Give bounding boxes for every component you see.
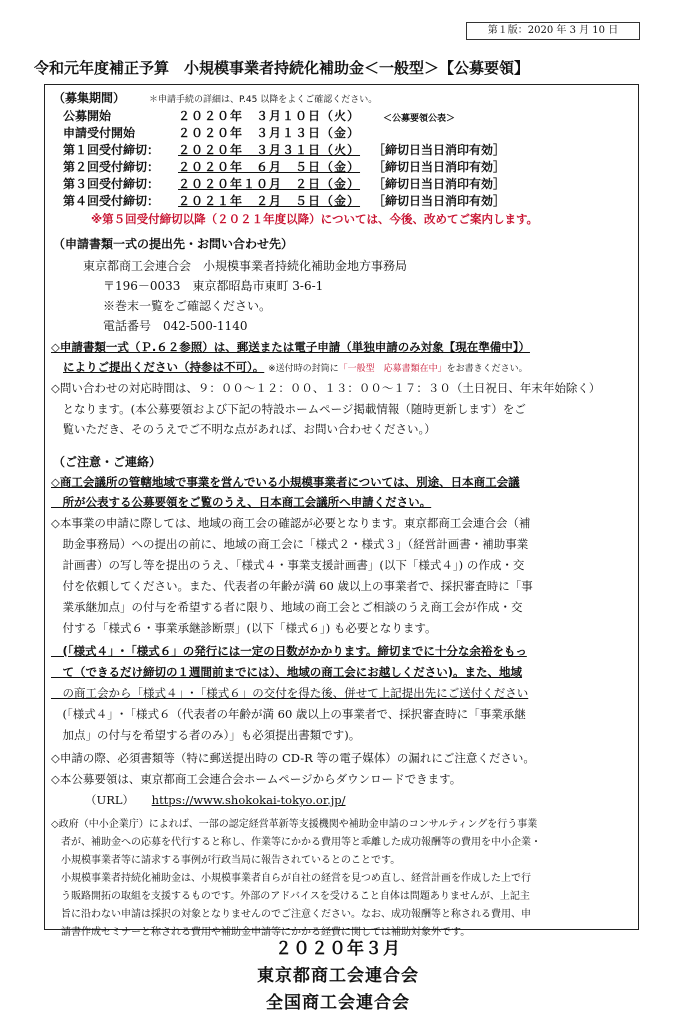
notes-line: て（できるだけ締切の１週間前までには）、地域の商工会にお越しください)。また、地域 <box>51 665 523 679</box>
period-label: 第２回受付締切： <box>63 160 160 174</box>
notes-line: ◇本公募要領は、東京都商工会連合会ホームページからダウンロードできます。 <box>51 772 462 786</box>
content-box <box>44 84 639 938</box>
edition-label: 第１版：2020 年 3 月 10 日 <box>466 22 640 40</box>
url-label: （URL） <box>85 793 134 807</box>
document-title: 令和元年度補正予算 小規模事業者持続化補助金＜一般型＞【公募要領】 <box>34 59 530 77</box>
period-label: 第４回受付締切： <box>63 194 160 208</box>
footer-date: ２０２０年３月 <box>275 939 401 959</box>
period-label: 第３回受付締切： <box>63 177 160 191</box>
submission-docs-note-red: 「一般型 応募書類在中」 <box>338 364 447 374</box>
fine-line: 小規模事業者持続化補助金は、小規模事業者自らが自社の経営を見つめ直し、経営計画を作成した上で行 <box>51 873 531 884</box>
fine-line: 小規模事業者等に請求する事例が行政当局に報告されているとのことです。 <box>51 855 401 866</box>
period-date-note: ［締切日当日消印有効］ <box>373 143 506 157</box>
notes-line: (「様式４」･「様式６」の発行には一定の日数がかかります。締切までに十分な余裕をもっ <box>51 644 527 658</box>
submission-docs-text: によりご提出ください（持参は不可）。 <box>63 360 265 374</box>
submission-docs-note-a: ※送付時の封筒に <box>268 364 339 374</box>
period-date: ２０２０年 ３月３１日（火） <box>178 143 361 157</box>
notes-line: 加点」の付与を希望する者のみ）」も必須提出書類です)。 <box>51 728 361 742</box>
notes-line: 付を依頼してください。また、代表者の年齢が満 60 歳以上の事業者で、採択審査時に「事 <box>51 579 533 593</box>
notes-line: ◇商工会議所の管轄地域で事業を営んでいる小規模事業者については、別途、日本商工会議 <box>51 475 520 489</box>
fine-line: 旨に沿わない申請は採択の対象となりませんのでご注意ください。なお、成功報酬等と称される費用、申 <box>51 909 531 920</box>
notes-line: (「様式４」･「様式６（代表者の年齢が満 60 歳以上の事業者で、採択審査時に「事業承継 <box>51 707 526 721</box>
period-date: ２０２０年 ３月１０日（火） <box>178 109 361 123</box>
homepage-link[interactable]: https://www.shokokai-tokyo.or.jp/ <box>151 793 346 807</box>
notes-line: 計画書）の写し等を提出のうえ、「様式４・事業支援計画書」(以下「様式４」) の作成・交 <box>51 558 525 572</box>
period-date: ２０２０年 ３月１３日（金） <box>178 126 361 140</box>
footer-org-2: 全国商工会連合会 <box>266 993 410 1013</box>
submission-phone: 電話番号 042-500-1140 <box>103 319 248 333</box>
period-notice: ※第５回受付締切以降（２０２１年度以降）については、今後、改めてご案内します。 <box>91 212 539 226</box>
notes-line: の商工会から「様式４」･「様式６」の交付を得た後、併せて上記提出先にご送付ください <box>51 686 529 700</box>
period-date-note: ［締切日当日消印有効］ <box>373 177 506 191</box>
submission-request-2: 覧いただき、そのうえでご不明な点があれば、お問い合わせください。） <box>51 422 436 436</box>
fine-line: 請書作成セミナーと称される費用や補助金申請等にかかる経費に関しては補助対象外です。 <box>51 927 471 938</box>
notes-line: 所が公表する公募要領をご覧のうえ、日本商工会議所へ申請ください。 <box>51 495 432 509</box>
notes-heading: （ご注意・ご連絡） <box>53 455 162 469</box>
submission-address: 〒196－0033 東京都昭島市東町 3-6-1 <box>103 279 324 293</box>
footer-org-1: 東京都商工会連合会 <box>257 966 419 986</box>
submission-ref: ※巻末一覧をご確認ください。 <box>103 299 272 313</box>
fine-line: 者が、補助金への応募を代行すると称し、作業等にかかる費用等と乖離した成功報酬等の費用を中小企業・ <box>51 837 541 848</box>
fine-line: う販路開拓の取組を支援するものです。外部のアドバイスを受けること自体は問題ありませんが、上記主 <box>51 891 530 902</box>
notes-line: ◇申請の際、必須書類等（特に郵送提出時の CD-R 等の電子媒体）の漏れにご注意ください。 <box>51 751 535 765</box>
period-date: ２０２０年１０月 ２日（金） <box>178 177 361 191</box>
notes-line: ◇本事業の申請に際しては、地域の商工会の確認が必要となります。東京都商工会連合会（補 <box>51 516 531 530</box>
period-label: 申請受付開始 <box>63 126 136 140</box>
url-row <box>85 793 346 808</box>
period-date: ２０２０年 ６月 ５日（金） <box>178 160 361 174</box>
period-label: 公募開始 <box>63 109 112 123</box>
period-date-note: ［締切日当日消印有効］ <box>373 194 506 208</box>
period-label: 第１回受付締切： <box>63 143 160 157</box>
submission-docs-note-b: をお書きください。 <box>446 364 528 374</box>
notes-line: 業承継加点」の付与を希望する者に限り、地域の商工会とご相談のうえ商工会が作成・交 <box>51 600 523 614</box>
submission-docs-line1: ◇申請書類一式（Ｐ.６２参照）は、郵送または電子申請（単独申請のみ対象【現在準備中】） <box>51 340 530 354</box>
period-date: ２０２１年 ２月 ５日（金） <box>178 194 361 208</box>
submission-org: 東京都商工会連合会 小規模事業者持続化補助金地方事務局 <box>83 259 408 273</box>
submission-heading: （申請書類一式の提出先・お問い合わせ先） <box>53 237 294 251</box>
fine-line: ◇政府（中小企業庁）によれば、一部の認定経営革新等支援機関や補助金申請のコンサルティングを行う事業 <box>51 819 538 830</box>
period-note: ＊申請手続の詳細は、P.45 以降をよくご確認ください。 <box>149 95 378 105</box>
period-date-note: ［締切日当日消印有効］ <box>373 160 506 174</box>
notes-line: 助金事務局）への提出の前に、地域の商工会に「様式２・様式３」（経営計画書・補助事業 <box>51 537 529 551</box>
period-heading: （募集期間） <box>53 91 126 105</box>
submission-docs-line2 <box>63 360 528 377</box>
notes-line: 付する「様式６・事業承継診断票」(以下「様式６」) も必要となります。 <box>51 621 437 635</box>
submission-request-1: となります。(本公募要領および下記の特設ホームページ掲載情報（随時更新します）をご <box>51 402 526 416</box>
submission-hours: ◇問い合わせの対応時間は、９：００～１２：００、１３：００～１７：３０（土日祝日、年末年始除く） <box>51 381 601 395</box>
period-date-note: ＜公募要領公表＞ <box>383 114 456 124</box>
